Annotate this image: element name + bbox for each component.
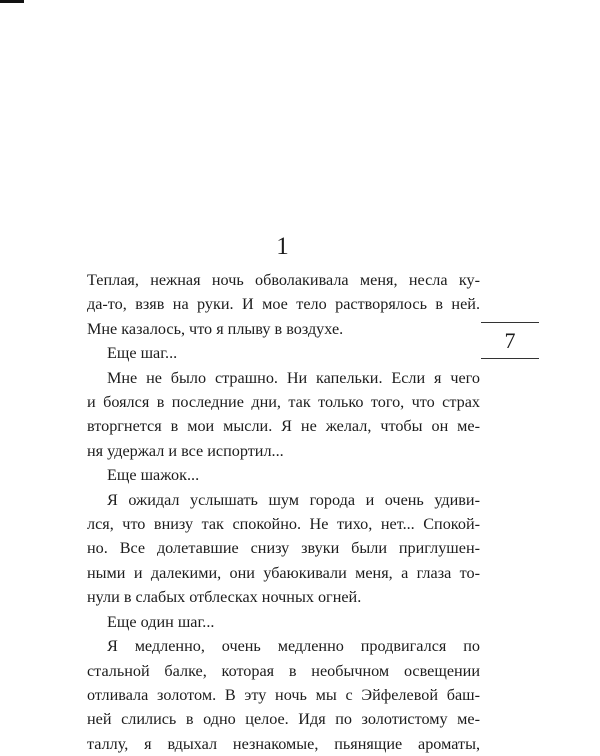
text-line: Теплая, нежная ночь обволакивала меня, несла ку-: [87, 271, 480, 289]
text-line: Еще шаг...: [107, 344, 178, 363]
page-number: 7: [504, 328, 516, 353]
text-line: лся, что внизу так спокойно. Не тихо, нет... Спокой-: [87, 515, 480, 534]
text-line: Еще один шаг...: [107, 612, 215, 631]
text-line: вторгнется в мои мысли. Я не желал, чтобы он ме-: [87, 417, 480, 436]
body-text: [87, 268, 480, 756]
scan-corner-mark: [0, 0, 24, 3]
text-line: Еще шажок...: [107, 466, 200, 485]
text-line: отливала золотом. В эту ночь мы с Эйфелевой баш-: [87, 685, 480, 704]
text-line: ня удержал и все испортил...: [87, 441, 284, 460]
text-line: Мне не было страшно. Ни капельки. Если я чего: [107, 368, 480, 387]
chapter-number: 1: [276, 233, 289, 260]
text-line: и боялся в последние дни, так только того, что страх: [87, 393, 480, 412]
text-line: да-то, взяв на руки. И мое тело растворялось в ней.: [87, 295, 480, 314]
page-number-marker: [481, 322, 539, 359]
text-line: Мне казалось, что я плыву в воздухе.: [87, 319, 344, 338]
text-line: стальной балке, которая в необычном освещении: [87, 661, 480, 680]
text-line: нули в слабых отблесках ночных огней.: [87, 588, 362, 607]
text-line: таллу, я вдыхал незнакомые, пьянящие ароматы,: [87, 734, 480, 753]
text-line: Я медленно, очень медленно продвигался по: [107, 637, 480, 656]
text-line: Я ожидал услышать шум города и очень удиви-: [107, 490, 480, 509]
text-line: ными и далекими, они убаюкивали меня, а глаза то-: [87, 563, 480, 582]
text-line: но. Все долетавшие снизу звуки были приглушен-: [87, 539, 480, 558]
text-line: ней слились в одно целое. Идя по золотистому ме-: [87, 710, 480, 729]
page-number-bottom-rule: [481, 358, 539, 359]
